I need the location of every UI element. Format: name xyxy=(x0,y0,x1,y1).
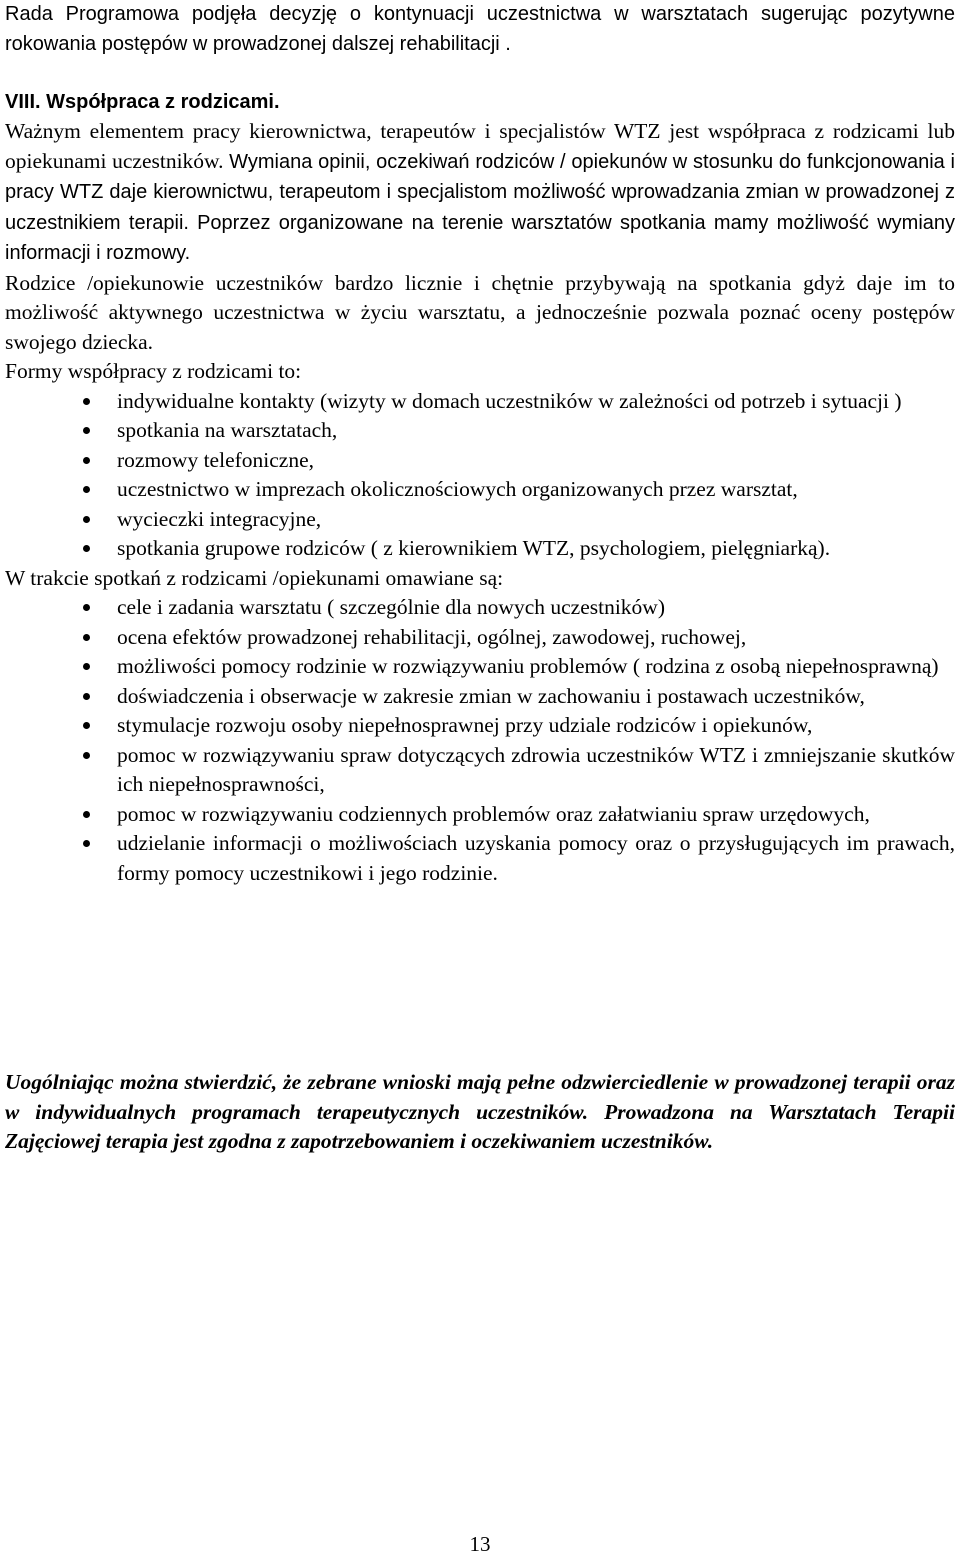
topics-list-item: możliwości pomocy rodzinie w rozwiązywaniu problemów ( rodzina z osobą niepełnosprawną) xyxy=(5,652,955,682)
section-body xyxy=(5,117,955,888)
topics-list-item: pomoc w rozwiązywaniu codziennych problemów oraz załatwianiu spraw urzędowych, xyxy=(5,800,955,830)
topics-list-item: ocena efektów prowadzonej rehabilitacji, ogólnej, zawodowej, ruchowej, xyxy=(5,623,955,653)
forms-list xyxy=(5,387,955,564)
cooperation-sentence-1: Ważnym elementem pracy kierownictwa, terapeutów i specjalistów WTZ jest współpraca z rodzicami lub opiekunami uczestników. xyxy=(5,119,955,173)
cooperation-paragraph xyxy=(5,117,955,269)
topics-list-item: udzielanie informacji o możliwościach uzyskania pomocy oraz o przysługujących im prawach, formy pomocy uczestnikowi i jego rodzinie. xyxy=(5,829,955,888)
page-number: 13 xyxy=(469,1532,491,1556)
topics-list-item: cele i zadania warsztatu ( szczególnie dla nowych uczestników) xyxy=(5,593,955,623)
intro-paragraph: Rada Programowa podjęła decyzję o kontynuacji uczestnictwa w warsztatach sugerując pozytywne rokowania postępów w prowadzonej dalszej rehabilitacji . xyxy=(5,3,955,55)
topics-list-item: pomoc w rozwiązywaniu spraw dotyczących zdrowia uczestników WTZ i zmniejszanie skutków ich niepełnosprawności, xyxy=(5,741,955,800)
forms-list-item: uczestnictwo w imprezach okolicznościowych organizowanych przez warsztat, xyxy=(5,475,955,505)
topics-list xyxy=(5,593,955,888)
forms-list-item: spotkania grupowe rodziców ( z kierownikiem WTZ, psychologiem, pielęgniarką). xyxy=(5,534,955,564)
cooperation-sentence-3: Poprzez organizowane na terenie warsztatów spotkania mamy możliwość wymiany informacji i rozmowy. xyxy=(5,211,956,264)
forms-list-item: rozmowy telefoniczne, xyxy=(5,446,955,476)
forms-list-item: indywidualne kontakty (wizyty w domach uczestników w zależności od potrzeb i sytuacji ) xyxy=(5,387,955,417)
topics-list-item: stymulacje rozwoju osoby niepełnosprawnej przy udziale rodziców i opiekunów, xyxy=(5,711,955,741)
forms-list-item: spotkania na warsztatach, xyxy=(5,416,955,446)
section-heading: VIII. Współpraca z rodzicami. xyxy=(5,91,280,113)
conclusion-paragraph: Uogólniając można stwierdzić, że zebrane wnioski mają pełne odzwierciedlenie w prowadzonej terapii oraz w indywidualnych programach terapeutycznych uczestników. Prowadzona na Warsztatach Terapii Zajęciowej terapia jest zgodna z zapotrzebowaniem i oczekiwaniem uczestników. xyxy=(5,1070,955,1153)
topics-intro: W trakcie spotkań z rodzicami /opiekunami omawiane są: xyxy=(5,565,504,590)
cooperation-sentence-2: Wymiana opinii, oczekiwań rodziców / opiekunów w stosunku do funkcjonowania i pracy WTZ daje kierownictwu, terapeutom i specjalistom możliwość wprowadzania zmian w prowadzonej z uczestnikiem terapii. xyxy=(5,150,956,234)
forms-list-item: wycieczki integracyjne, xyxy=(5,505,955,535)
topics-list-item: doświadczenia i obserwacje w zakresie zmian w zachowaniu i postawach uczestników, xyxy=(5,682,955,712)
parents-paragraph: Rodzice /opiekunowie uczestników bardzo licznie i chętnie przybywają na spotkania gdyż daje im to możliwość aktywnego uczestnictwa w życiu warsztatu, a jednocześnie pozwala poznać oceny postępów swojego dziecka. xyxy=(5,270,955,354)
forms-intro: Formy współpracy z rodzicami to: xyxy=(5,359,302,383)
